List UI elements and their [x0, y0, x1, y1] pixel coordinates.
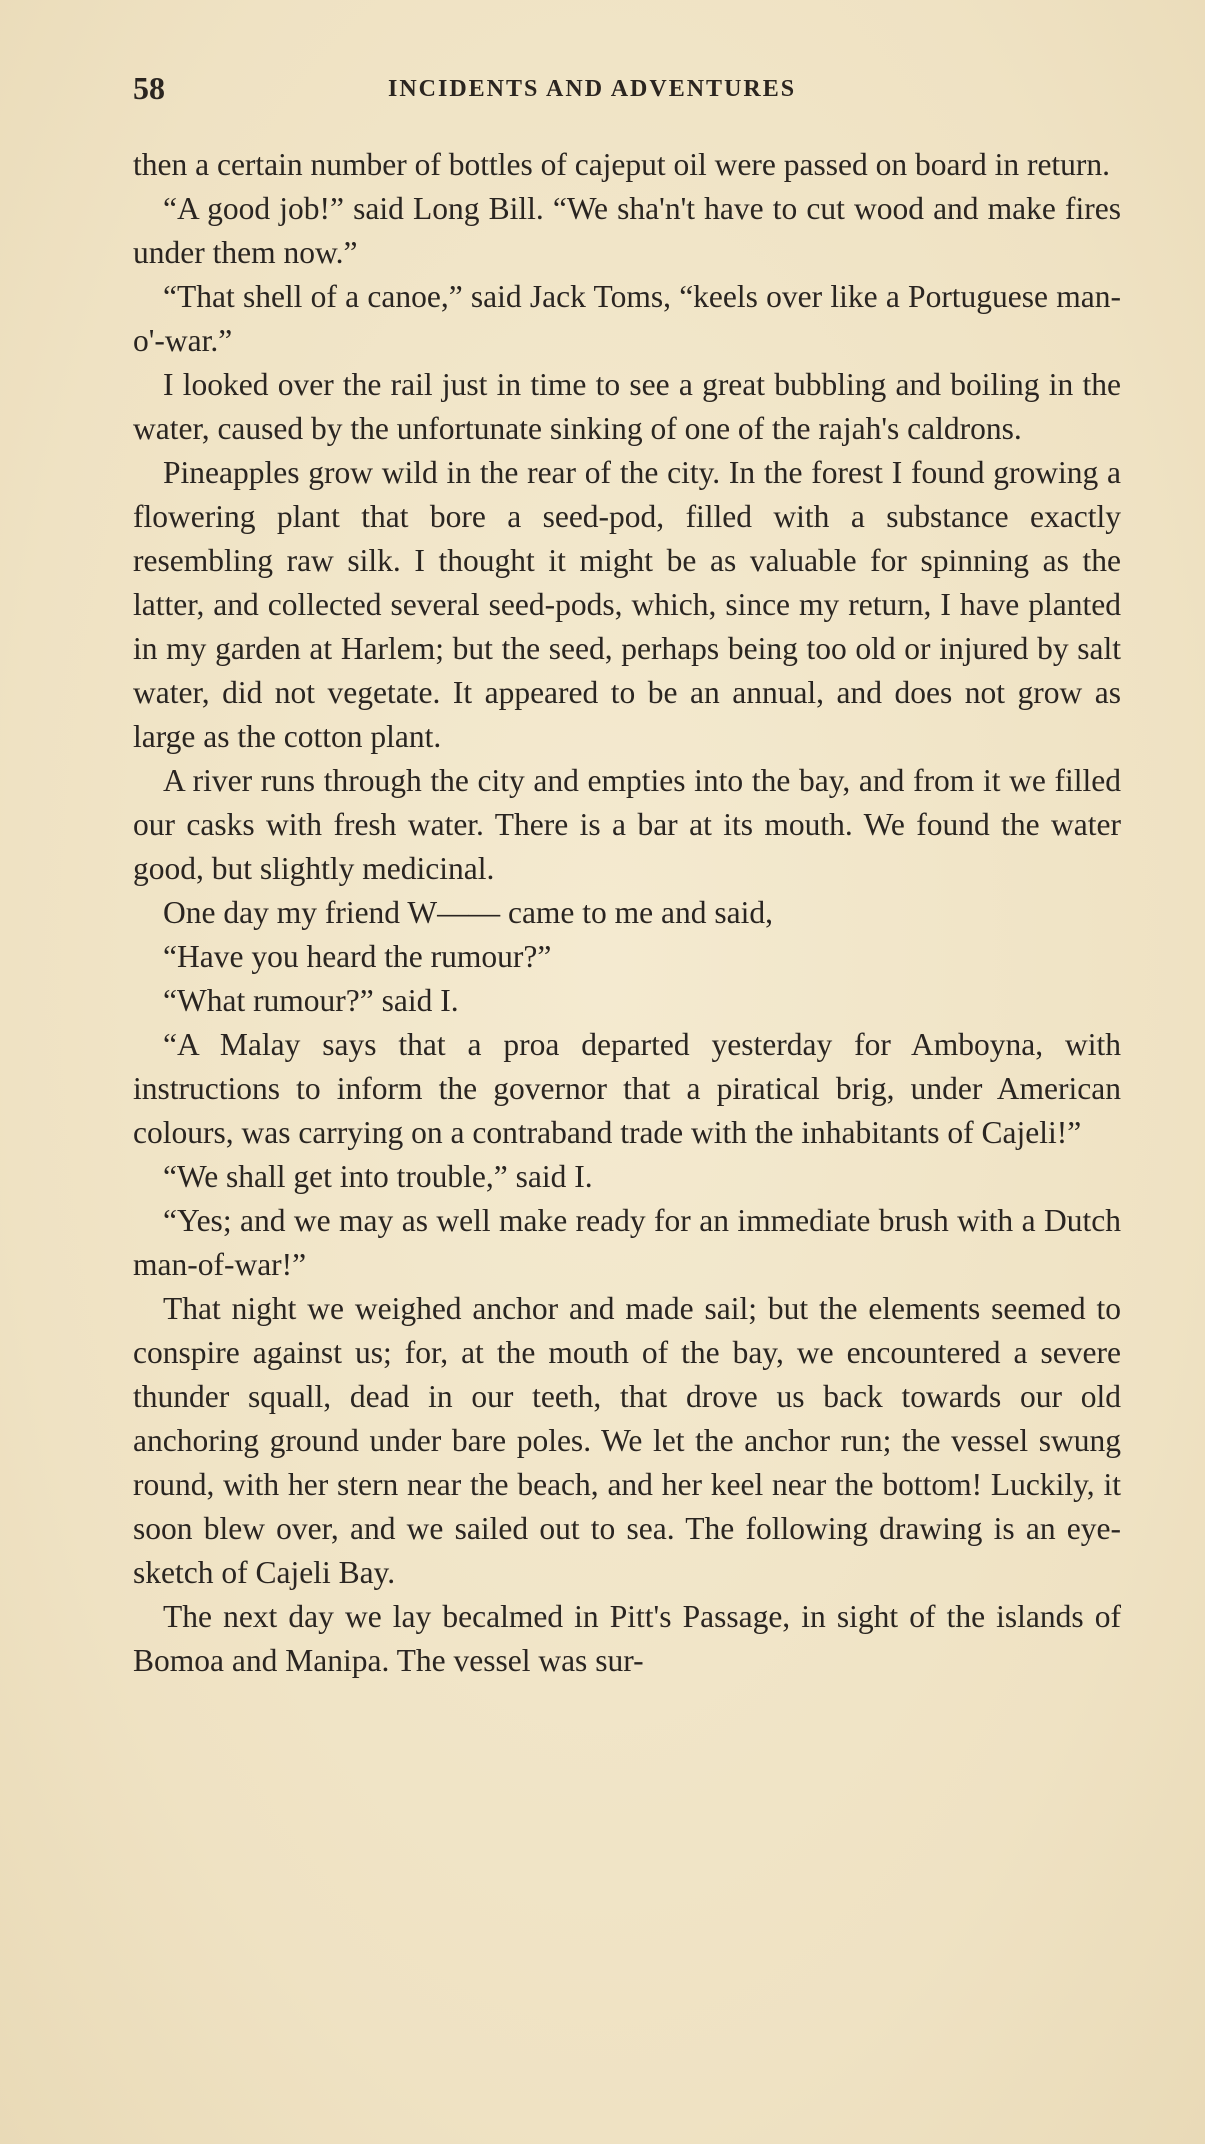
paragraph: Pineapples grow wild in the rear of the city. In the forest I found growing a flowering plant that bore a seed-pod, filled with a substance exactly resembling raw silk. I thought it might be as valuable for spinning as the latter, and collected several seed-pods, which, since my return, I have planted in my garden at Harlem; but the seed, perhaps being too old or injured by salt water, did not vegetate. It appeared to be an annual, and does not grow as large as the cotton plant.: [133, 455, 1121, 754]
paragraph: The next day we lay becalmed in Pitt's Passage, in sight of the islands of Bomoa and Manipa. The vessel was sur-: [133, 1599, 1121, 1678]
body-text: [133, 143, 1121, 1683]
paragraph: One day my friend W—— came to me and said,: [163, 895, 773, 930]
paragraph: “We shall get into trouble,” said I.: [163, 1159, 593, 1194]
paragraph: “A good job!” said Long Bill. “We sha'n't have to cut wood and make fires under them now.”: [133, 191, 1121, 270]
running-head: INCIDENTS AND ADVENTURES: [388, 76, 797, 102]
paragraph: “That shell of a canoe,” said Jack Toms, “keels over like a Portuguese man-o'-war.”: [133, 279, 1121, 358]
paragraph: then a certain number of bottles of cajeput oil were passed on board in return.: [133, 147, 1111, 182]
page-number: 58: [133, 70, 165, 106]
paragraph: “A Malay says that a proa departed yesterday for Amboyna, with instructions to inform the governor that a piratical brig, under American colours, was carrying on a contraband trade with the inhabitants of Cajeli!”: [133, 1027, 1121, 1150]
paragraph: I looked over the rail just in time to see a great bubbling and boiling in the water, caused by the unfortunate sinking of one of the rajah's caldrons.: [133, 367, 1121, 446]
paragraph: “Have you heard the rumour?”: [163, 939, 552, 974]
paragraph: That night we weighed anchor and made sail; but the elements seemed to conspire against us; for, at the mouth of the bay, we encountered a severe thunder squall, dead in our teeth, that drove us back towards our old anchoring ground under bare poles. We let the anchor run; the vessel swung round, with her stern near the beach, and her keel near the bottom! Luckily, it soon blew over, and we sailed out to sea. The following drawing is an eye-sketch of Cajeli Bay.: [133, 1291, 1121, 1590]
paragraph: A river runs through the city and empties into the bay, and from it we filled our casks with fresh water. There is a bar at its mouth. We found the water good, but slightly medicinal.: [133, 763, 1121, 886]
page-header: [133, 70, 883, 114]
paragraph: “Yes; and we may as well make ready for an immediate brush with a Dutch man-of-war!”: [133, 1203, 1121, 1282]
paragraph: “What rumour?” said I.: [163, 983, 459, 1018]
